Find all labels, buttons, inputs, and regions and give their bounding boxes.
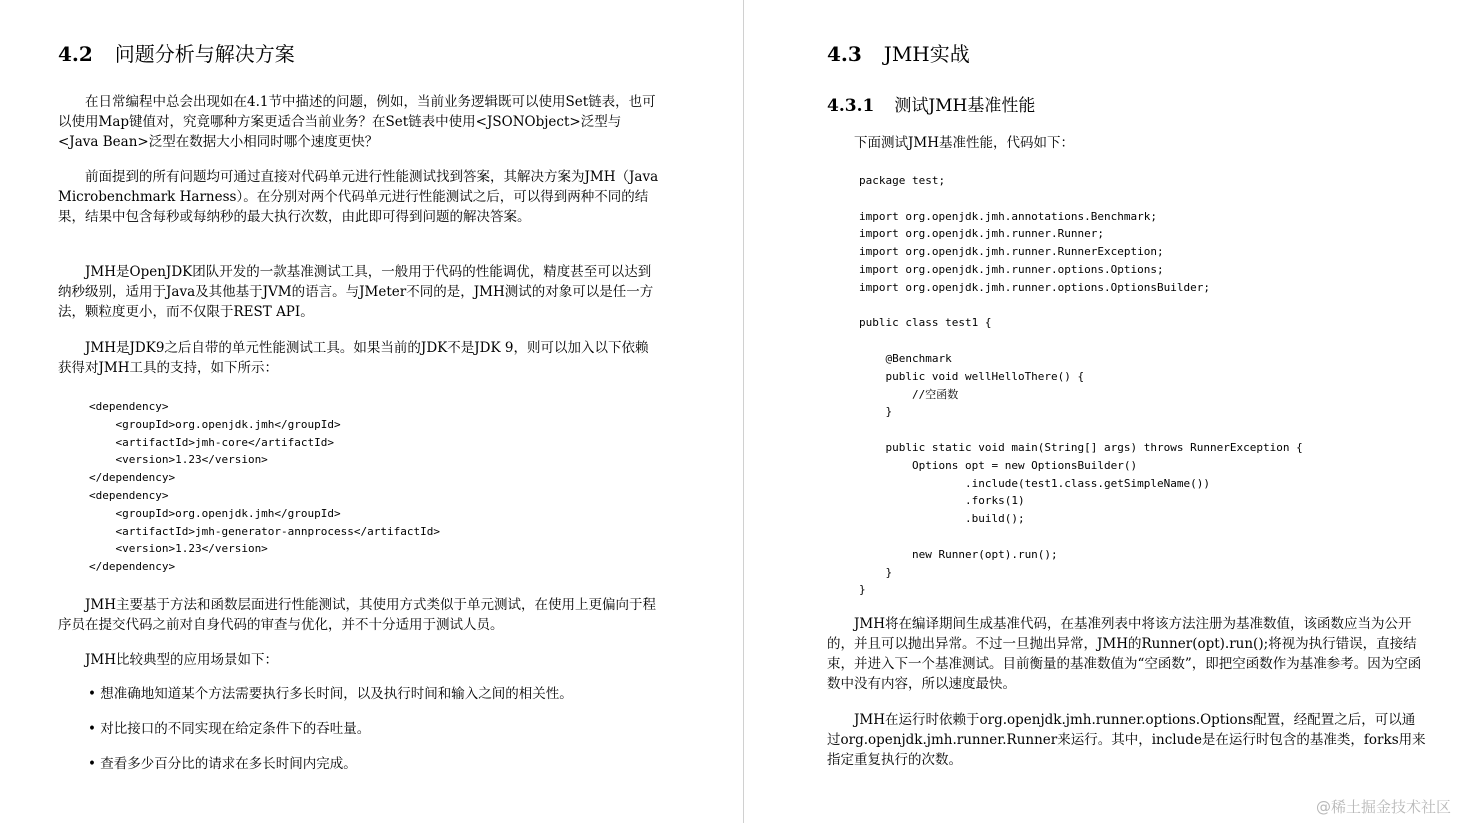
subsection-title: 测试JMH基准性能 <box>894 96 1036 116</box>
paragraph: JMH主要基于方法和函数层面进行性能测试，其使用方式类似于单元测试，在使用上更偏向于程序员在提交代码之前对自身代码的审查与优化，并不十分适用于测试人员。 <box>58 597 657 633</box>
bullet-item: • 想准确地知道某个方法需要执行多长时间，以及执行时间和输入之间的相关性。 <box>88 686 573 702</box>
right-page <box>745 0 1459 823</box>
paragraph: 前面提到的所有问题均可通过直接对代码单元进行性能测试找到答案，其解决方案为JMH（Java Microbenchmark Harness）。在分别对两个代码单元进行性能测试之后，可以得到两种不同的结果，结果中包含每秒或每纳秒的最大执行次数，由此即可得到问题的解决答案。 <box>58 169 659 225</box>
code-block-benchmark: package test; import org.openjdk.jmh.annotations.Benchmark; import org.openjdk.jmh.runner.Runner; import org.openjdk.jmh.runner.RunnerException; import org.openjdk.jmh.runner.options.Options; import org.openjdk.jmh.runner.options.OptionsBuilder; public class test1 { @Benchmark public void wellHelloThere() { //空函数 } public static void main(String[] args) throws RunnerException { Options opt = new OptionsBuilder() .include(test1.class.getSimpleName()) .forks(1) .build(); new Runner(opt).run(); } } <box>859 174 1303 597</box>
section-number: 4.3 <box>827 42 862 66</box>
paragraph: JMH是OpenJDK团队开发的一款基准测试工具，一般用于代码的性能调优，精度甚至可以达到纳秒级别，适用于Java及其他基于JVM的语言。与JMeter不同的是，JMH测试的对象可以是任一方法，颗粒度更小，而不仅限于REST API。 <box>58 264 654 320</box>
page-divider <box>743 0 744 823</box>
subsection-heading-4-3-1 <box>827 95 1035 117</box>
bullet-item: • 查看多少百分比的请求在多长时间内完成。 <box>88 756 357 772</box>
paragraph: JMH将在编译期间生成基准代码，在基准列表中将该方法注册为基准数值，该函数应当为公开的，并且可以抛出异常。不过一旦抛出异常，JMH的Runner(opt).run();将视为执行错误，直接结束，并进入下一个基准测试。目前衡量的基准数值为“空函数”，即把空函数作为基准参考。因为空函数中没有内容，所以速度最快。 <box>827 616 1422 692</box>
bullet-item: • 对比接口的不同实现在给定条件下的吞吐量。 <box>88 721 371 737</box>
subsection-number: 4.3.1 <box>827 96 875 116</box>
paragraph: 在日常编程中总会出现如在4.1节中描述的问题，例如，当前业务逻辑既可以使用Set链表，也可以使用Map键值对，究竟哪种方案更适合当前业务？在Set链表中使用<JSONObject>泛型与<Java Bean>泛型在数据大小相同时哪个速度更快？ <box>58 94 656 150</box>
paragraph: JMH是JDK9之后自带的单元性能测试工具。如果当前的JDK不是JDK 9，则可以加入以下依赖获得对JMH工具的支持，如下所示： <box>58 340 649 376</box>
paragraph: JMH在运行时依赖于org.openjdk.jmh.runner.options.Options配置，经配置之后，可以通过org.openjdk.jmh.runner.Runner来运行。其中，include是在运行时包含的基准类，forks用来指定重复执行的次数。 <box>827 712 1426 768</box>
code-block-dependency: <dependency> <groupId>org.openjdk.jmh</groupId> <artifactId>jmh-core</artifactId> <version>1.23</version> </dependency> <dependency> <groupId>org.openjdk.jmh</groupId> <artifactId>jmh-generator-annprocess</artifactId> <version>1.23</version> </dependency> <box>89 400 440 574</box>
watermark: @稀土掘金技术社区 <box>1315 798 1451 816</box>
section-number: 4.2 <box>58 42 93 66</box>
section-title: 问题分析与解决方案 <box>114 42 295 66</box>
section-heading-4-2 <box>58 41 295 67</box>
paragraph: JMH比较典型的应用场景如下： <box>85 652 279 668</box>
paragraph: 下面测试JMH基准性能，代码如下： <box>854 135 1075 151</box>
section-title: JMH实战 <box>883 42 970 66</box>
section-heading-4-3 <box>827 41 970 67</box>
